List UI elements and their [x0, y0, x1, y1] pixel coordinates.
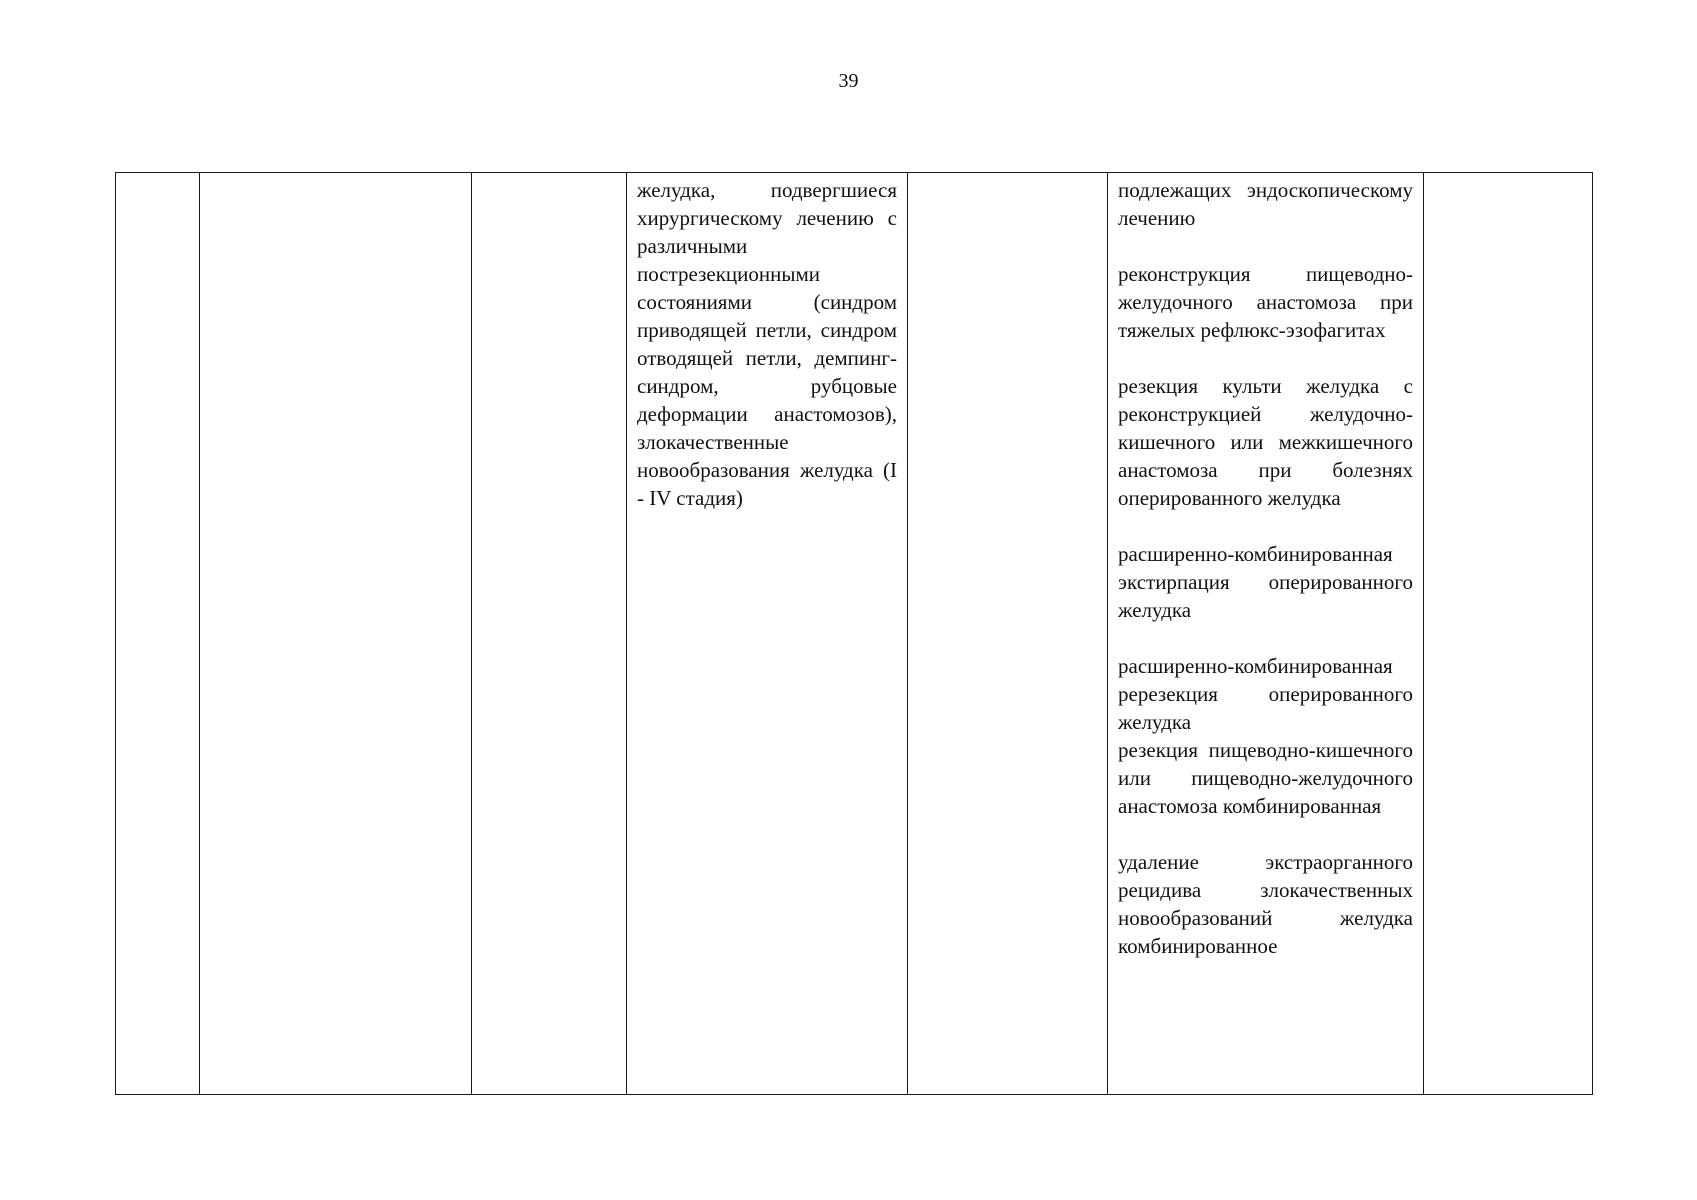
table-row	[116, 173, 1593, 1095]
page-number: 39	[838, 70, 859, 92]
table-cell-col1	[116, 173, 200, 1095]
treatment-item: расширенно-комбинированная ререзекция оперированного желудка	[1118, 654, 1413, 734]
table-cell-diagnosis	[627, 173, 908, 1095]
table-cell-col5	[908, 173, 1108, 1095]
table-cell-col3	[472, 173, 627, 1095]
table-cell-treatment	[1108, 173, 1424, 1095]
diagnosis-text: желудка, подвергшиеся хирургическому лечению с различными пострезекционными состояниями (синдром приводящей петли, синдром отводящей петли, демпинг-синдром, рубцовые деформации анастомозов), злокачественные новообразования желудка (I - IV стадия)	[637, 178, 897, 510]
treatment-item: реконструкция пищеводно-желудочного анастомоза при тяжелых рефлюкс-эзофагитах	[1118, 262, 1413, 342]
treatment-item: резекция пищеводно-кишечного или пищеводно-желудочного анастомоза комбинированная	[1118, 738, 1413, 818]
document-table	[115, 172, 1593, 1095]
table-cell-col7	[1424, 173, 1593, 1095]
table-cell-col2	[200, 173, 472, 1095]
treatment-item: расширенно-комбинированная экстирпация оперированного желудка	[1118, 542, 1413, 622]
treatment-item: подлежащих эндоскопическому лечению	[1118, 178, 1413, 230]
treatment-item: резекция культи желудка с реконструкцией желудочно-кишечного или межкишечного анастомоза при болезнях оперированного желудка	[1118, 374, 1413, 510]
treatment-item: удаление экстраорганного рецидива злокачественных новообразований желудка комбинированное	[1118, 850, 1413, 958]
